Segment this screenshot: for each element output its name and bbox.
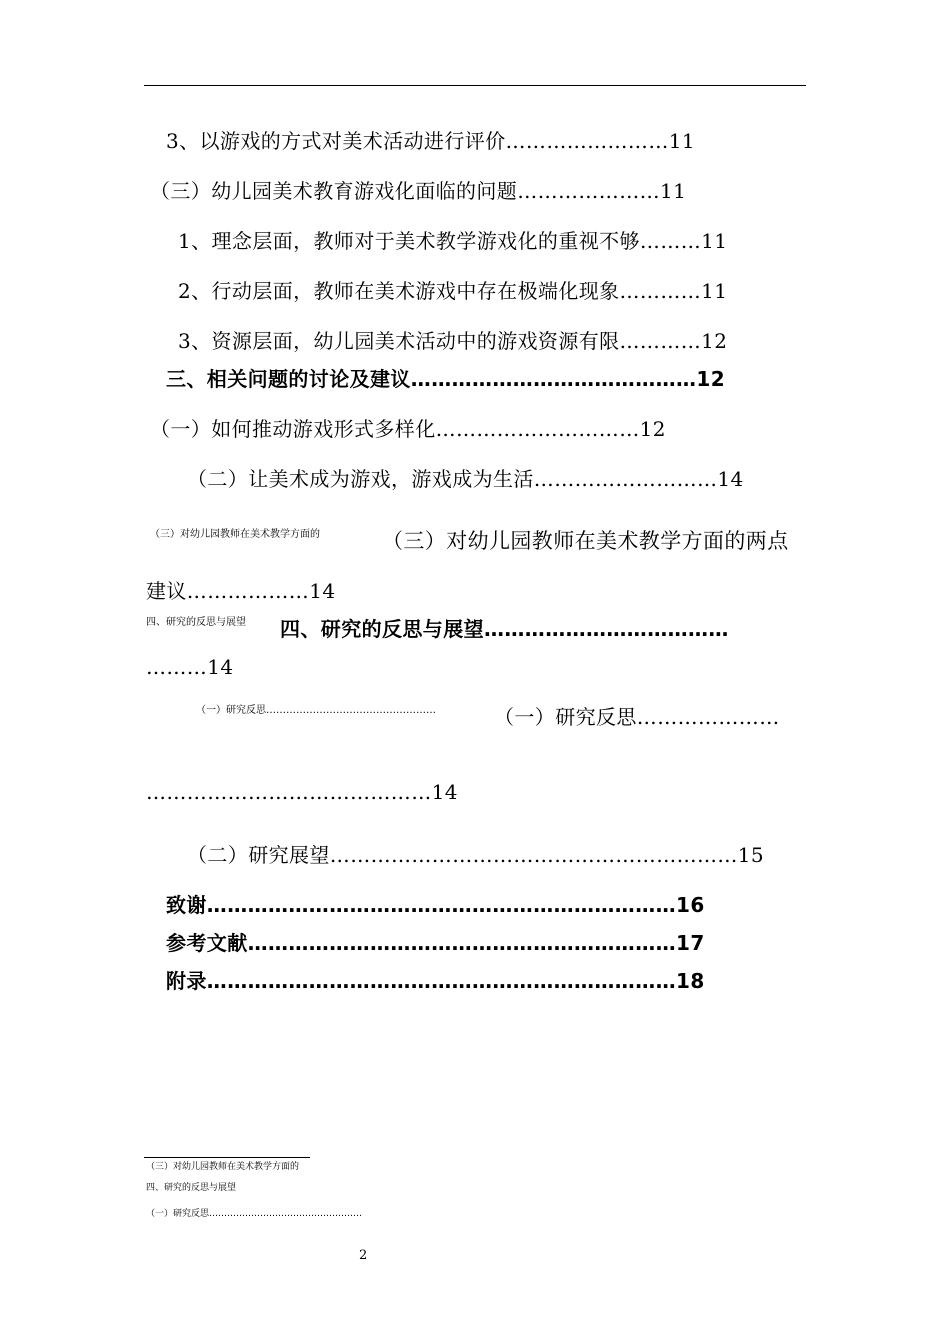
toc-entry-evaluation[interactable]: 3、以游戏的方式对美术活动进行评价……………………11 (166, 129, 695, 153)
footnote-rule (144, 1157, 310, 1158)
footnote-2: 四、研究的反思与展望 (146, 1183, 237, 1193)
toc-entry-acknowledgements[interactable]: 致谢……………………………………………………………16 (166, 893, 705, 917)
toc-entry-suggestions[interactable]: （三）对幼儿园教师在美术教学方面的两点 (382, 529, 789, 553)
toc-entry-resource-level[interactable]: 3、资源层面，幼儿园美术活动中的游戏资源有限…………12 (178, 329, 728, 353)
toc-entry-discussion[interactable]: 三、相关问题的讨论及建议……………………………………12 (166, 367, 726, 391)
side-note-suggestions: （三）对幼儿园教师在美术教学方面的 (150, 529, 320, 540)
page-number: 2 (359, 1248, 368, 1263)
header-rule (144, 85, 806, 86)
footnote-1: （三）对幼儿园教师在美术教学方面的 (146, 1162, 300, 1172)
toc-entry-suggestions-cont[interactable]: 建议………………14 (146, 579, 336, 603)
toc-entry-research-reflection-cont[interactable]: ……………………………………14 (146, 780, 458, 804)
toc-entry-research-outlook[interactable]: （二）研究展望……………………………………………………15 (187, 843, 765, 867)
footnote-3: （一）研究反思…………………………………………… (146, 1209, 363, 1219)
toc-entry-diversify[interactable]: （一）如何推动游戏形式多样化…………………………12 (150, 417, 666, 441)
toc-entry-references[interactable]: 参考文献………………………………………………………17 (166, 931, 705, 955)
toc-entry-appendix[interactable]: 附录……………………………………………………………18 (166, 969, 705, 993)
toc-entry-concept-level[interactable]: 1、理念层面，教师对于美术教学游戏化的重视不够………11 (178, 229, 728, 253)
toc-entry-reflection-outlook-cont[interactable]: ………14 (146, 655, 234, 679)
side-note-research-reflection: （一）研究反思…………………………………………… (196, 705, 436, 716)
toc-entry-action-level[interactable]: 2、行动层面，教师在美术游戏中存在极端化现象…………11 (178, 279, 728, 303)
toc-entry-research-reflection[interactable]: （一）研究反思………………… (494, 705, 780, 729)
side-note-reflection: 四、研究的反思与展望 (146, 617, 246, 628)
toc-entry-art-as-play[interactable]: （二）让美术成为游戏，游戏成为生活………………………14 (187, 467, 744, 491)
toc-entry-problems[interactable]: （三）幼儿园美术教育游戏化面临的问题…………………11 (150, 179, 687, 203)
toc-entry-reflection-outlook[interactable]: 四、研究的反思与展望……………………………… (280, 617, 729, 641)
